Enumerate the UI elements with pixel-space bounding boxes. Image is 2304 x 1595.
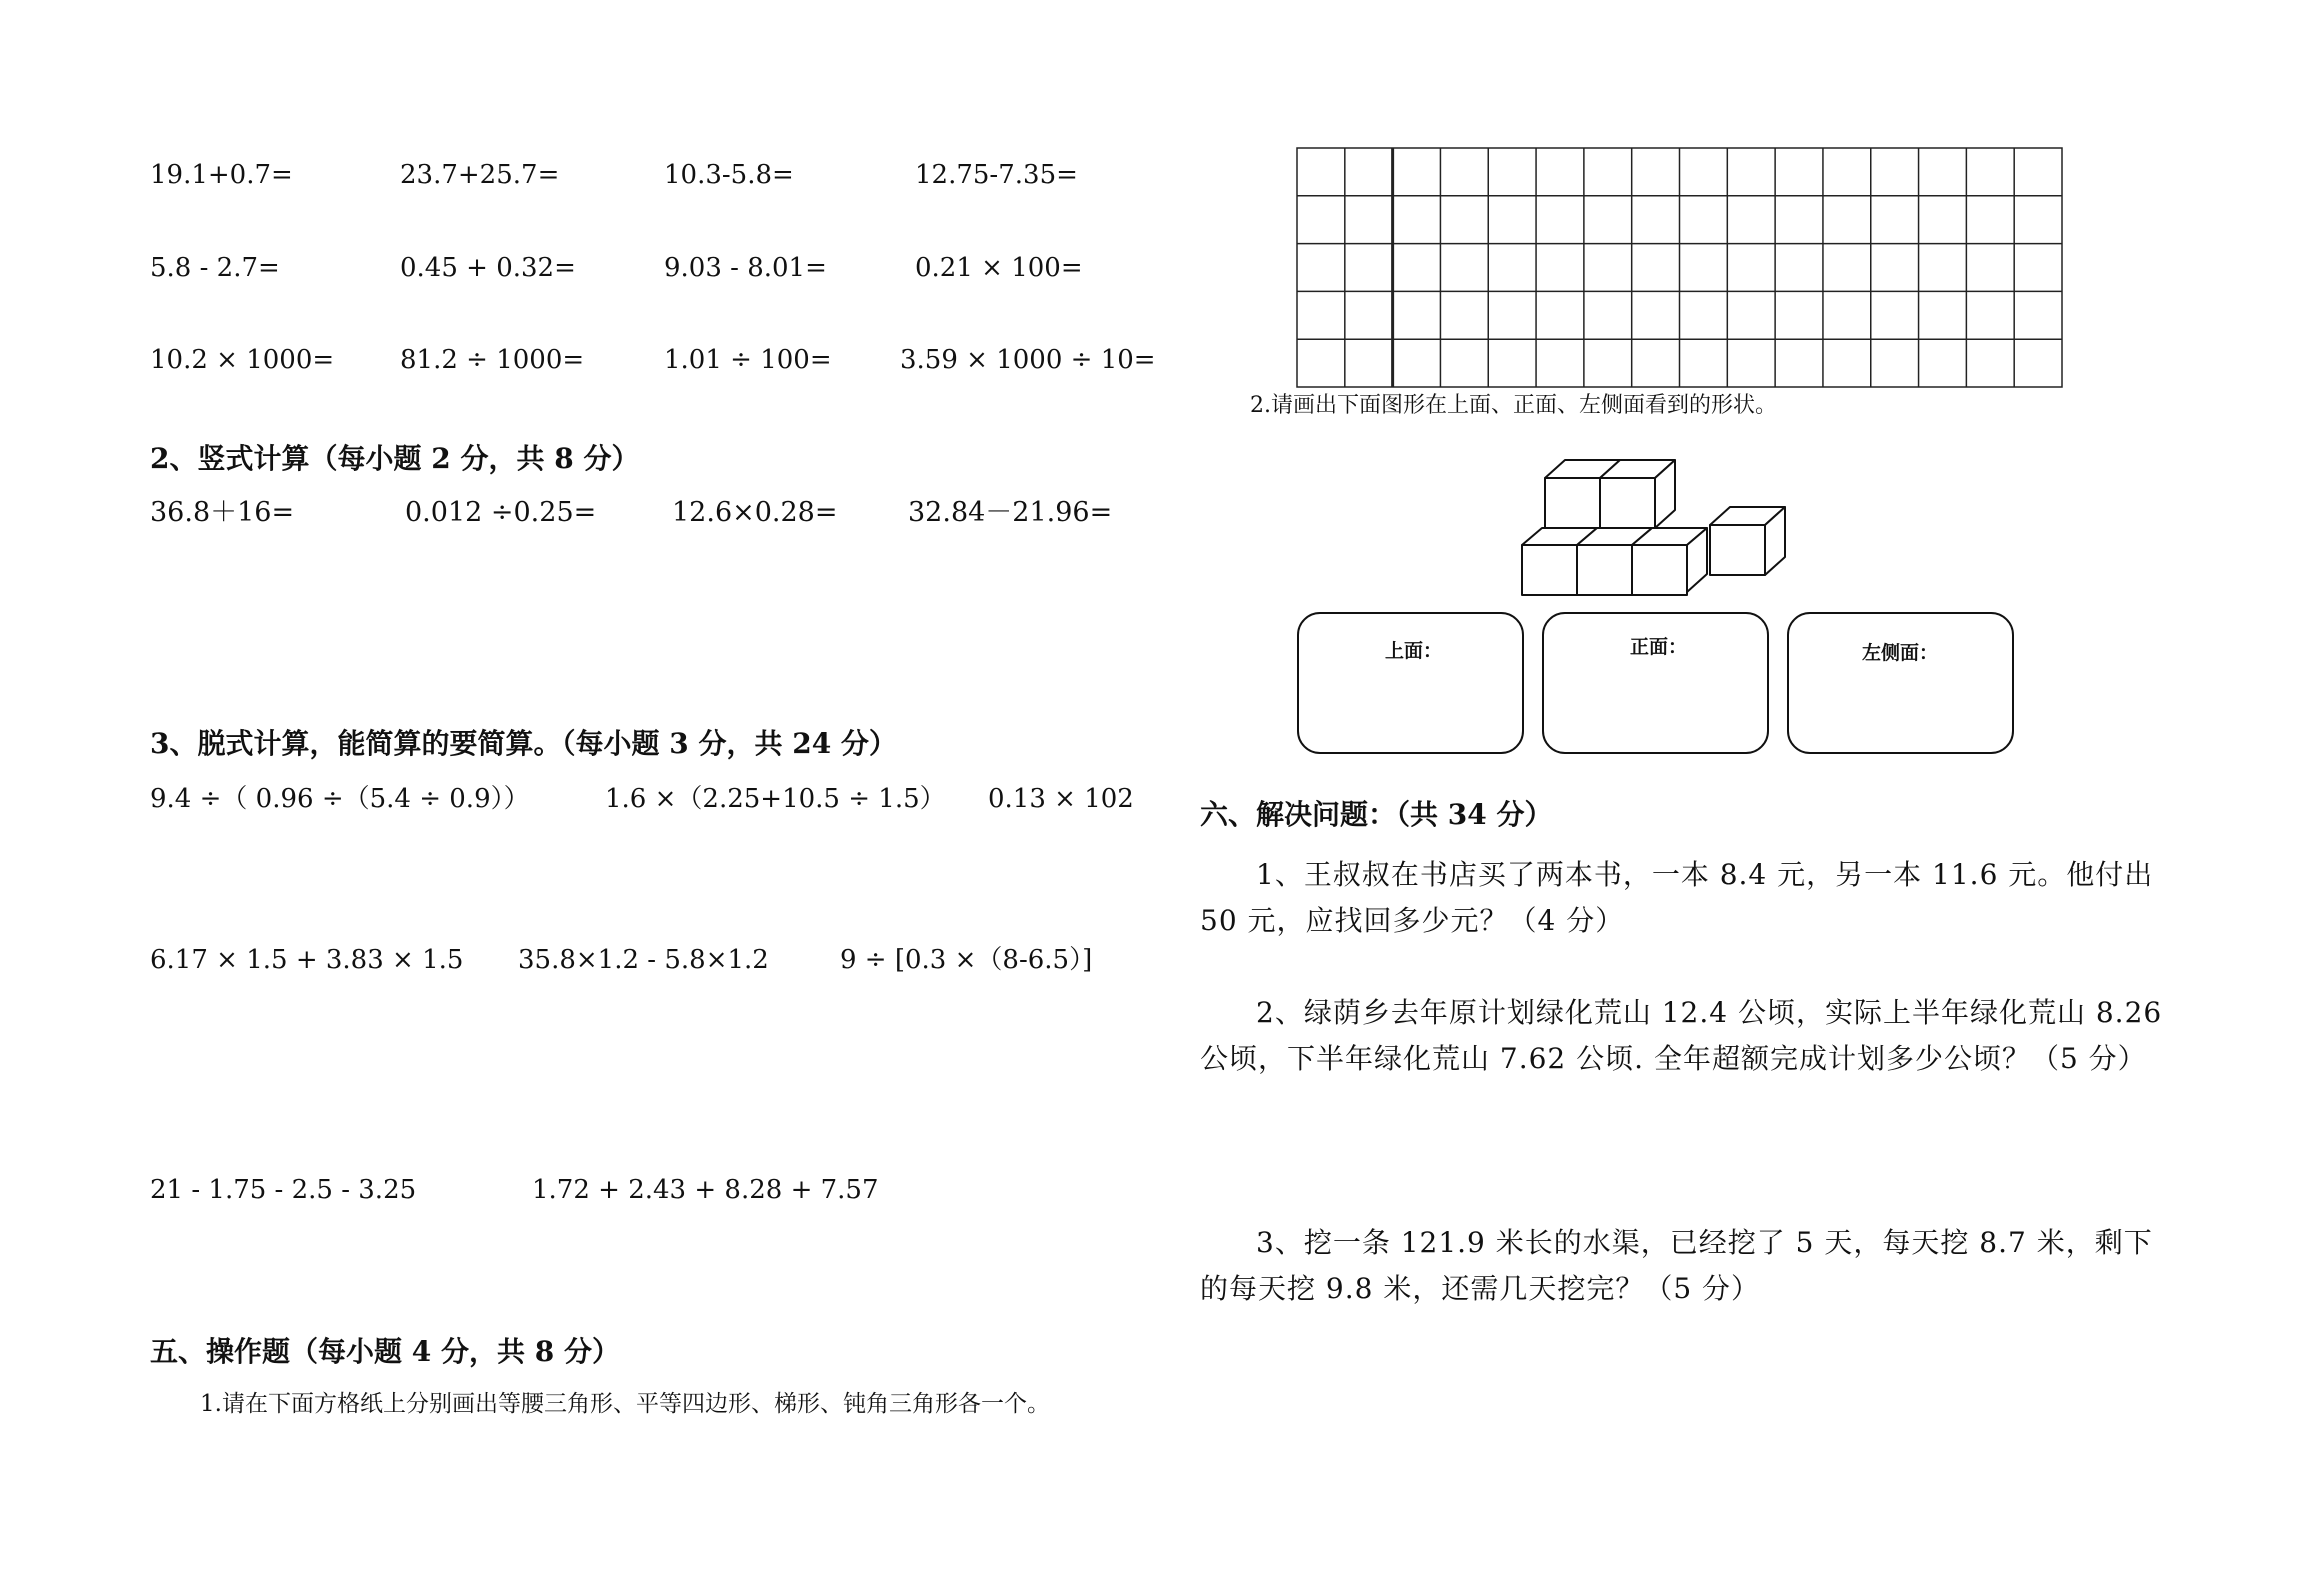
oral-calc-item: 12.75-7.35= [915, 160, 1078, 190]
oral-calc-item: 5.8 - 2.7= [150, 253, 280, 283]
oral-calc-item: 10.2 × 1000= [150, 345, 335, 375]
left-view-label: 左侧面： [1862, 642, 1939, 664]
step-calc-item: 21 - 1.75 - 2.5 - 3.25 [150, 1175, 417, 1205]
left-view-box[interactable] [1788, 613, 2013, 753]
step-calc-item: 9 ÷ [0.3 ×（8-6.5）] [840, 945, 1093, 975]
step-calc-item: 1.72 + 2.43 + 8.28 + 7.57 [532, 1175, 879, 1205]
word-problem-1: 1、王叔叔在书店买了两本书，一本 8.4 元，另一本 11.6 元。他付出 50 元，应找回多少元？（4 分） [1200, 858, 2154, 937]
oral-calc-item: 10.3-5.8= [664, 160, 794, 190]
step-calc-item: 0.13 × 102 [988, 784, 1134, 814]
step-calc-item: 1.6 ×（2.25+10.5 ÷ 1.5） [605, 784, 946, 814]
step-calc-title: 3、脱式计算，能简算的要简算。（每小题 3 分，共 24 分） [150, 727, 897, 760]
oral-calc-item: 23.7+25.7= [400, 160, 560, 190]
step-calc-item: 35.8×1.2 - 5.8×1.2 [518, 945, 769, 975]
word-problem-2: 2、绿荫乡去年原计划绿化荒山 12.4 公顷，实际上半年绿化荒山 8.26 公顷，下半年绿化荒山 7.62 公顷. 全年超额完成计划多少公顷？（5 分） [1200, 996, 2163, 1075]
top-view-label: 上面： [1385, 640, 1443, 662]
vertical-calc-item: 12.6×0.28= [672, 497, 838, 528]
step-calc-item: 6.17 × 1.5 + 3.83 × 1.5 [150, 945, 464, 975]
vertical-calc-title: 2、竖式计算（每小题 2 分，共 8 分） [150, 442, 640, 475]
operation-title: 五、操作题（每小题 4 分，共 8 分） [150, 1335, 620, 1368]
oral-calc-item: 81.2 ÷ 1000= [400, 345, 585, 375]
word-problem-3: 3、挖一条 121.9 米长的水渠，已经挖了 5 天，每天挖 8.7 米，剩下的每天挖 9.8 米，还需几天挖完？（5 分） [1200, 1226, 2153, 1305]
word-problems-title: 六、解决问题：（共 34 分） [1200, 798, 1553, 831]
operation-q2: 2.请画出下面图形在上面、正面、左侧面看到的形状。 [1250, 393, 1777, 418]
oral-calc-item: 1.01 ÷ 100= [664, 345, 832, 375]
top-view-box[interactable] [1298, 613, 1523, 753]
oral-calc-item: 0.21 × 100= [915, 253, 1083, 283]
vertical-calc-item: 36.8＋16= [150, 497, 295, 528]
step-calc-item: 9.4 ÷（ 0.96 ÷（5.4 ÷ 0.9）） [150, 784, 530, 814]
oral-calc-item: 9.03 - 8.01= [664, 253, 827, 283]
front-view-label: 正面： [1630, 636, 1688, 658]
oral-calc-item: 3.59 × 1000 ÷ 10= [900, 345, 1156, 375]
vertical-calc-item: 0.012 ÷0.25= [405, 497, 597, 528]
oral-calc-item: 0.45 + 0.32= [400, 253, 576, 283]
vertical-calc-item: 32.84－21.96= [908, 497, 1113, 528]
oral-calc-item: 19.1+0.7= [150, 160, 293, 190]
operation-q1: 1.请在下面方格纸上分别画出等腰三角形、平等四边形、梯形、钝角三角形各一个。 [200, 1391, 1050, 1417]
